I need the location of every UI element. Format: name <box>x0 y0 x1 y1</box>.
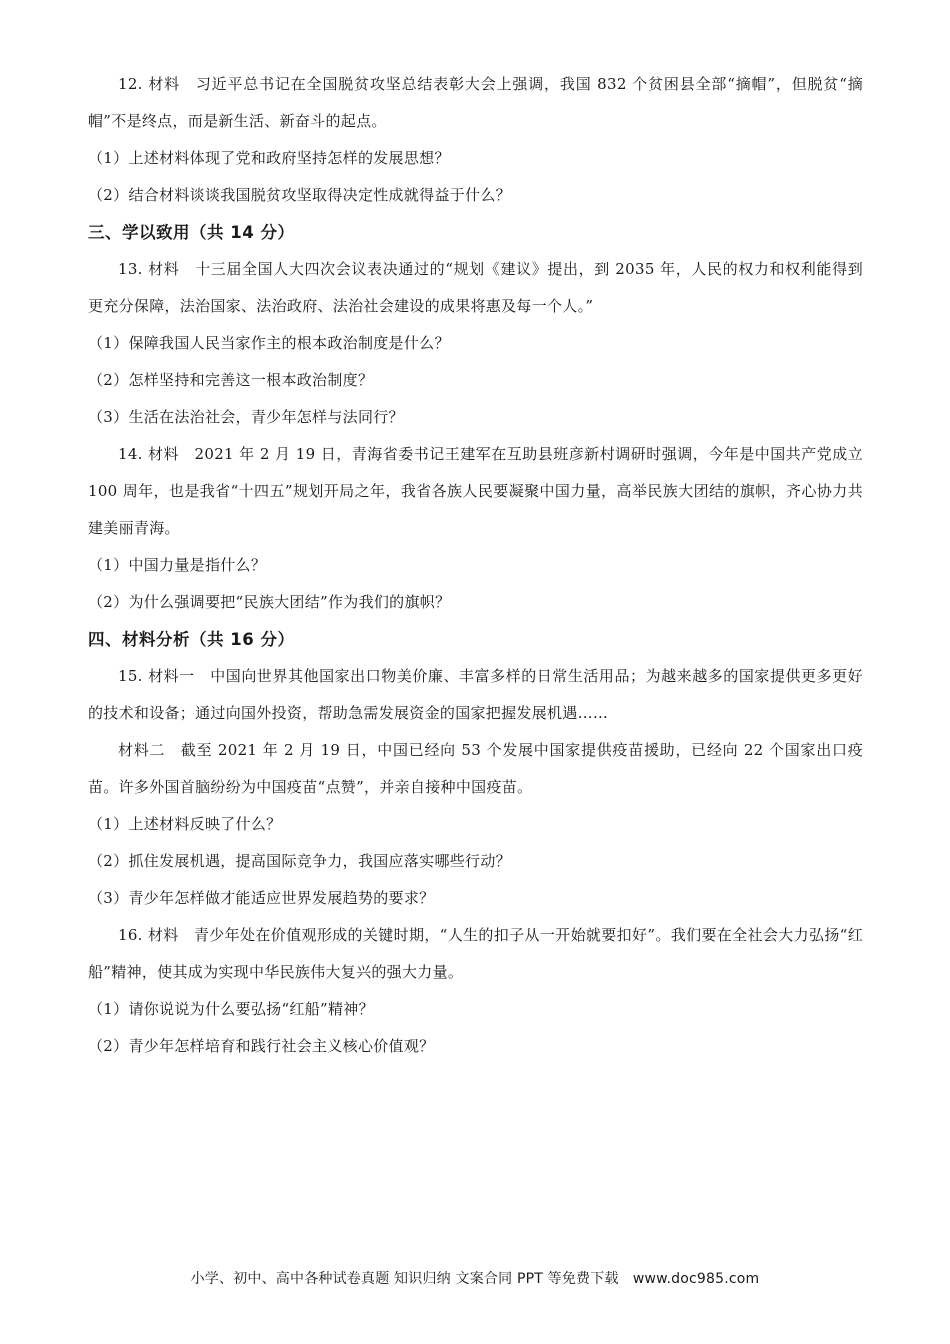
question-15-sub-1: （1）上述材料反映了什么？ <box>88 815 282 833</box>
question-15-material-1: 15. 材料一 中国向世界其他国家出口物美价廉、丰富多样的日常生活用品；为越来越多的国家提供更多更好的技术和设备；通过向国外投资，帮助急需发展资金的国家把握发展机遇…… <box>88 667 863 722</box>
question-14-sub-1: （1）中国力量是指什么？ <box>88 556 267 574</box>
question-15-sub-3: （3）青少年怎样做才能适应世界发展趋势的要求？ <box>88 889 435 907</box>
question-12-sub-1: （1）上述材料体现了党和政府坚持怎样的发展思想？ <box>88 149 450 167</box>
question-16-sub-2: （2）青少年怎样培育和践行社会主义核心价值观？ <box>88 1037 435 1055</box>
footer-download-notice: 小学、初中、高中各种试卷真题 知识归纳 文案合同 PPT 等免费下载 www.doc985.com <box>190 1271 760 1287</box>
question-13-sub-3: （3）生活在法治社会，青少年怎样与法同行？ <box>88 408 404 426</box>
question-12-sub-2: （2）结合材料谈谈我国脱贫攻坚取得决定性成就得益于什么？ <box>88 186 511 204</box>
question-16-sub-1: （1）请你说说为什么要弘扬“红船”精神？ <box>88 1000 374 1018</box>
question-13-sub-2: （2）怎样坚持和完善这一根本政治制度？ <box>88 371 374 389</box>
question-14-material: 14. 材料 2021 年 2 月 19 日，青海省委书记王建军在互助县班彦新村调研时强调，今年是中国共产党成立 100 周年，也是我省“十四五”规划开局之年，我省各族人民要凝聚中国力量，高举民族大团结的旗帜，齐心协力共建美丽青海。 <box>88 445 863 537</box>
question-13-material: 13. 材料 十三届全国人大四次会议表决通过的“规划《建议》提出，到 2035 年，人民的权力和权利能得到更充分保障，法治国家、法治政府、法治社会建设的成果将惠及每一个人。” <box>88 260 863 315</box>
question-12-material: 12. 材料 习近平总书记在全国脱贫攻坚总结表彰大会上强调，我国 832 个贫困县全部“摘帽”，但脱贫“摘帽”不是终点，而是新生活、新奋斗的起点。 <box>88 75 863 130</box>
question-15-material-2: 材料二 截至 2021 年 2 月 19 日，中国已经向 53 个发展中国家提供疫苗援助，已经向 22 个国家出口疫苗。许多外国首脑纷纷为中国疫苗“点赞”，并亲自接种中国疫苗。 <box>88 741 863 796</box>
section-3-heading: 三、学以致用（共 14 分） <box>88 223 295 242</box>
question-15-sub-2: （2）抓住发展机遇，提高国际竞争力，我国应落实哪些行动？ <box>88 852 511 870</box>
question-14-sub-2: （2）为什么强调要把“民族大团结”作为我们的旗帜？ <box>88 593 451 611</box>
question-13-sub-1: （1）保障我国人民当家作主的根本政治制度是什么？ <box>88 334 450 352</box>
section-4-heading: 四、材料分析（共 16 分） <box>88 630 295 649</box>
question-16-material: 16. 材料 青少年处在价值观形成的关键时期，“人生的扣子从一开始就要扣好”。我们要在全社会大力弘扬“红船”精神，使其成为实现中华民族伟大复兴的强大力量。 <box>88 926 863 981</box>
exam-page <box>88 66 863 1065</box>
